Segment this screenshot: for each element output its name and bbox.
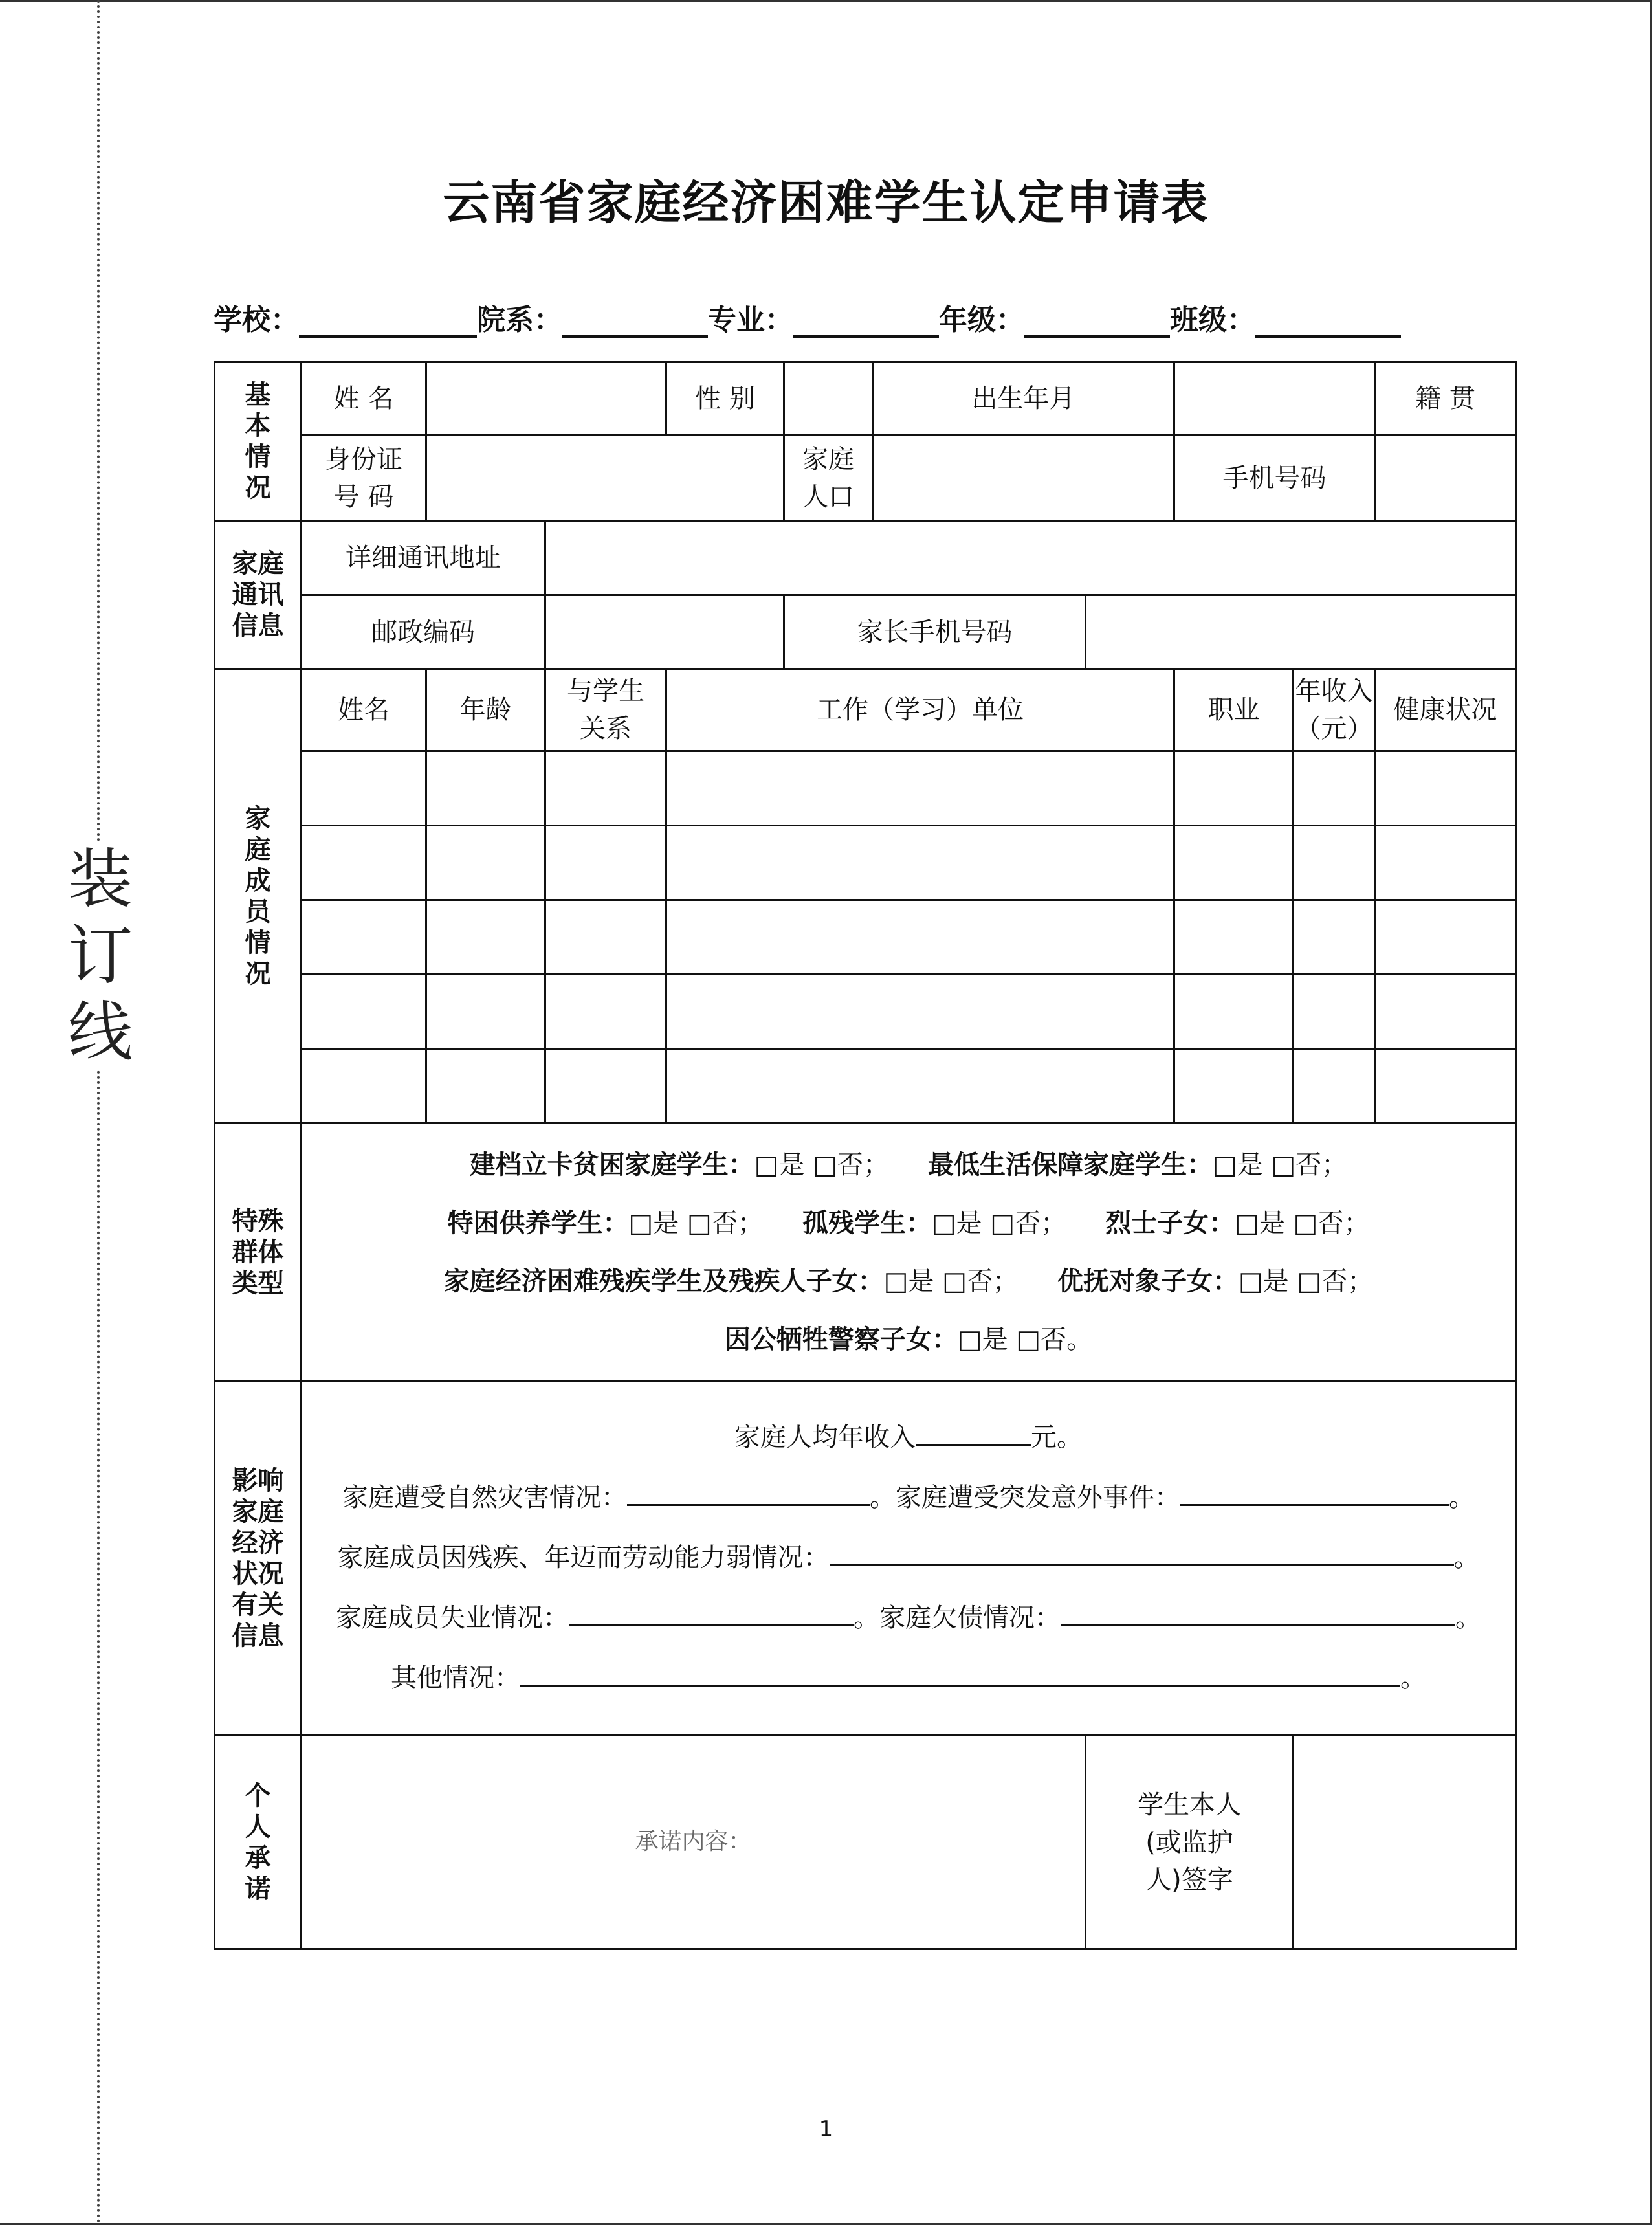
- special-groups-content: [302, 1124, 1516, 1381]
- class-label: 班级：: [1170, 304, 1255, 337]
- income-unit: 元。: [1031, 1422, 1083, 1452]
- member-cell[interactable]: [545, 975, 666, 1049]
- member-cell[interactable]: [426, 975, 545, 1049]
- address-field[interactable]: [545, 521, 1516, 595]
- header-fields: [214, 296, 1482, 342]
- other-line: [302, 1648, 1515, 1709]
- class-field[interactable]: [1255, 302, 1401, 338]
- member-cell[interactable]: [1174, 751, 1294, 826]
- major-label: 专业：: [708, 304, 793, 337]
- member-col-health: 健康状况: [1375, 669, 1516, 751]
- disabled-student-label: 家庭经济困难残疾学生及残疾人子女：: [443, 1266, 884, 1296]
- member-col-relation: 与学生 关系: [545, 669, 666, 751]
- address-label: 详细通讯地址: [302, 521, 545, 595]
- member-col-occupation: 职业: [1174, 669, 1294, 751]
- orphan-disabled-label: 孤残学生：: [802, 1208, 932, 1238]
- martyr-children-label: 烈士子女：: [1105, 1208, 1235, 1238]
- disabled-student-options[interactable]: □是 □否；: [883, 1266, 1019, 1296]
- birth-field[interactable]: [1174, 362, 1375, 436]
- member-row: [215, 900, 1516, 975]
- police-children-label: 因公牺牲警察子女：: [724, 1324, 958, 1355]
- section-contact-info: 家庭 通讯 信息: [215, 521, 302, 669]
- member-cell[interactable]: [1375, 1049, 1516, 1124]
- poverty-registered-label: 建档立卡贫困家庭学生：: [469, 1149, 754, 1180]
- postcode-field[interactable]: [545, 595, 784, 669]
- gender-label: 性 别: [666, 362, 784, 436]
- parent-mobile-label: 家长手机号码: [784, 595, 1086, 669]
- income-field[interactable]: [916, 1423, 1031, 1446]
- disability-field[interactable]: [830, 1544, 1454, 1566]
- member-cell[interactable]: [666, 975, 1174, 1049]
- gender-field[interactable]: [784, 362, 873, 436]
- member-cell[interactable]: [302, 826, 426, 900]
- extreme-hardship-label: 特困供养学生：: [447, 1208, 629, 1238]
- signature-label: 学生本人 (或监护 人)签字: [1086, 1736, 1294, 1949]
- member-cell[interactable]: [545, 751, 666, 826]
- member-col-workplace: 工作（学习）单位: [666, 669, 1174, 751]
- debt-field[interactable]: [1061, 1604, 1455, 1626]
- disaster-line: [302, 1468, 1515, 1528]
- member-cell[interactable]: [545, 1049, 666, 1124]
- economic-info-content: [302, 1381, 1516, 1736]
- member-cell[interactable]: [1174, 826, 1294, 900]
- min-living-options[interactable]: □是 □否；: [1213, 1149, 1348, 1180]
- member-cell[interactable]: [666, 900, 1174, 975]
- special-line: [302, 1252, 1515, 1311]
- income-label: 家庭人均年收入: [734, 1422, 916, 1452]
- member-cell[interactable]: [1174, 975, 1294, 1049]
- member-cell[interactable]: [1375, 751, 1516, 826]
- member-col-income: 年收入 （元）: [1294, 669, 1375, 751]
- school-label: 学校：: [214, 304, 299, 337]
- special-line: [302, 1311, 1515, 1369]
- school-field[interactable]: [299, 302, 477, 338]
- page-border-top: [0, 0, 1652, 2]
- income-line: [302, 1408, 1515, 1468]
- other-field[interactable]: [520, 1664, 1400, 1687]
- member-cell[interactable]: [666, 1049, 1174, 1124]
- binding-dotted-line: [97, 0, 100, 2225]
- member-cell[interactable]: [426, 900, 545, 975]
- member-cell[interactable]: [1375, 900, 1516, 975]
- native-place-label: 籍 贯: [1375, 362, 1516, 436]
- member-cell[interactable]: [666, 826, 1174, 900]
- martyr-children-options[interactable]: □是 □否；: [1235, 1208, 1370, 1238]
- section-basic-info: 基 本 情 况: [215, 362, 302, 521]
- member-cell[interactable]: [1174, 1049, 1294, 1124]
- member-cell[interactable]: [666, 751, 1174, 826]
- accident-label: 。家庭遭受突发意外事件：: [870, 1483, 1180, 1512]
- min-living-label: 最低生活保障家庭学生：: [928, 1149, 1213, 1180]
- debt-label: 。家庭欠债情况：: [854, 1603, 1061, 1633]
- page-number: 1: [819, 2116, 833, 2142]
- grade-field[interactable]: [1024, 302, 1170, 338]
- member-col-name: 姓名: [302, 669, 426, 751]
- member-cell[interactable]: [302, 751, 426, 826]
- unemployment-field[interactable]: [569, 1604, 854, 1626]
- accident-field[interactable]: [1180, 1483, 1449, 1506]
- binding-char: 装: [68, 841, 133, 917]
- member-cell[interactable]: [545, 900, 666, 975]
- extreme-hardship-options[interactable]: □是 □否；: [628, 1208, 764, 1238]
- special-care-options[interactable]: □是 □否；: [1239, 1266, 1374, 1296]
- mobile-label: 手机号码: [1174, 436, 1375, 521]
- grade-label: 年级：: [939, 304, 1024, 337]
- member-row: [215, 751, 1516, 826]
- special-line: [302, 1136, 1515, 1194]
- member-cell[interactable]: [1375, 975, 1516, 1049]
- member-col-age: 年龄: [426, 669, 545, 751]
- department-label: 院系：: [477, 304, 562, 337]
- id-number-label: 身份证 号 码: [302, 436, 426, 521]
- birth-label: 出生年月: [873, 362, 1174, 436]
- family-size-label: 家庭 人口: [784, 436, 873, 521]
- department-field[interactable]: [562, 302, 708, 338]
- id-number-field[interactable]: [426, 436, 784, 521]
- section-personal-commitment: 个 人 承 诺: [215, 1736, 302, 1949]
- postcode-label: 邮政编码: [302, 595, 545, 669]
- special-line: [302, 1194, 1515, 1252]
- member-cell[interactable]: [302, 1049, 426, 1124]
- member-row: [215, 826, 1516, 900]
- member-cell[interactable]: [426, 751, 545, 826]
- period: 。: [1449, 1483, 1475, 1512]
- disability-label: 家庭成员因残疾、年迈而劳动能力弱情况：: [337, 1543, 830, 1573]
- member-cell[interactable]: [1294, 1049, 1375, 1124]
- mobile-field[interactable]: [1375, 436, 1516, 521]
- disaster-label: 家庭遭受自然灾害情况：: [342, 1483, 627, 1512]
- member-row: [215, 975, 1516, 1049]
- member-row: [215, 1049, 1516, 1124]
- member-cell[interactable]: [302, 975, 426, 1049]
- member-cell[interactable]: [1294, 975, 1375, 1049]
- member-cell[interactable]: [1294, 826, 1375, 900]
- special-care-label: 优抚对象子女：: [1057, 1266, 1239, 1296]
- police-children-options[interactable]: □是 □否。: [957, 1324, 1093, 1355]
- major-field[interactable]: [793, 302, 939, 338]
- orphan-disabled-options[interactable]: □是 □否；: [931, 1208, 1067, 1238]
- period: 。: [1455, 1603, 1481, 1633]
- member-cell[interactable]: [426, 1049, 545, 1124]
- form-title: 云南省家庭经济困难学生认定申请表: [443, 175, 1209, 230]
- family-size-field[interactable]: [873, 436, 1174, 521]
- disability-line: [302, 1528, 1515, 1588]
- section-special-groups: 特殊 群体 类型: [215, 1124, 302, 1381]
- commitment-content[interactable]: 承诺内容：: [302, 1736, 1086, 1949]
- period: 。: [1453, 1543, 1480, 1573]
- disaster-field[interactable]: [627, 1483, 870, 1506]
- unemployment-label: 家庭成员失业情况：: [336, 1603, 569, 1633]
- other-label: 其他情况：: [391, 1663, 520, 1693]
- binding-line-label: [65, 841, 136, 1070]
- period: 。: [1400, 1663, 1426, 1693]
- poverty-registered-options[interactable]: □是 □否；: [754, 1149, 889, 1180]
- member-cell[interactable]: [426, 826, 545, 900]
- binding-char: 线: [68, 994, 133, 1070]
- member-cell[interactable]: [1294, 751, 1375, 826]
- name-label: 姓 名: [302, 362, 426, 436]
- member-cell[interactable]: [302, 900, 426, 975]
- parent-mobile-field[interactable]: [1086, 595, 1516, 669]
- member-cell[interactable]: [1174, 900, 1294, 975]
- name-field[interactable]: [426, 362, 666, 436]
- unemployment-line: [302, 1588, 1515, 1648]
- signature-field[interactable]: [1294, 1736, 1516, 1949]
- section-economic-info: 影响 家庭 经济 状况 有关 信息: [215, 1381, 302, 1736]
- section-family-members: 家 庭 成 员 情 况: [215, 669, 302, 1124]
- member-cell[interactable]: [1375, 826, 1516, 900]
- binding-char: 订: [68, 918, 133, 993]
- application-form-table: [214, 361, 1517, 1950]
- member-cell[interactable]: [545, 826, 666, 900]
- member-cell[interactable]: [1294, 900, 1375, 975]
